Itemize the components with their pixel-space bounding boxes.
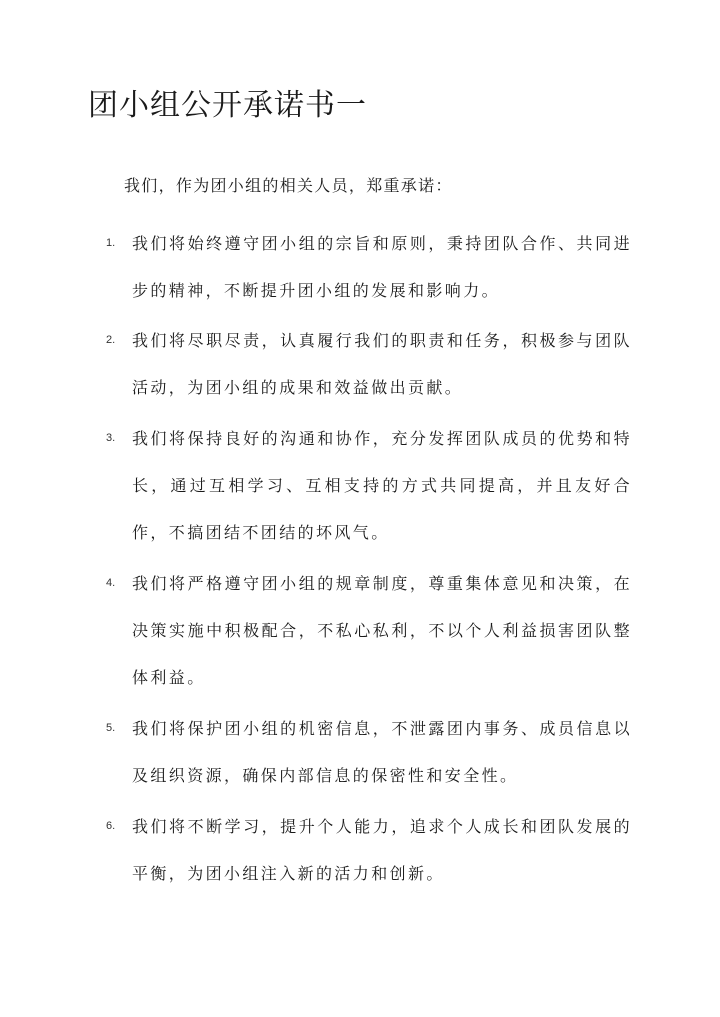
list-item-number: 6.	[106, 820, 116, 832]
list-item-text: 我们将始终遵守团小组的宗旨和原则，秉持团队合作、共同进步的精神，不断提升团小组的发展和影响力。	[132, 234, 632, 300]
list-item-text: 我们将尽职尽责，认真履行我们的职责和任务，积极参与团队活动，为团小组的成果和效益做出贡献。	[132, 331, 632, 397]
list-item-text: 我们将严格遵守团小组的规章制度，尊重集体意见和决策，在决策实施中积极配合，不私心私利，不以个人利益损害团队整体利益。	[132, 574, 632, 687]
list-item-text: 我们将保护团小组的机密信息，不泄露团内事务、成员信息以及组织资源，确保内部信息的保密性和安全性。	[132, 719, 632, 785]
list-item-number: 1.	[106, 237, 116, 249]
document-title: 团小组公开承诺书一	[88, 88, 367, 123]
list-item-text: 我们将不断学习，提升个人能力，追求个人成长和团队发展的平衡，为团小组注入新的活力和创新。	[132, 817, 632, 883]
list-item-text: 我们将保持良好的沟通和协作，充分发挥团队成员的优势和特长，通过互相学习、互相支持的方式共同提高，并且友好合作，不搞团结不团结的坏风气。	[132, 429, 632, 542]
list-item-number: 3.	[106, 432, 116, 444]
list-item-number: 2.	[106, 334, 116, 346]
list-item-number: 4.	[106, 577, 116, 589]
list-item-number: 5.	[106, 722, 116, 734]
intro-paragraph: 我们，作为团小组的相关人员，郑重承诺：	[124, 176, 453, 195]
